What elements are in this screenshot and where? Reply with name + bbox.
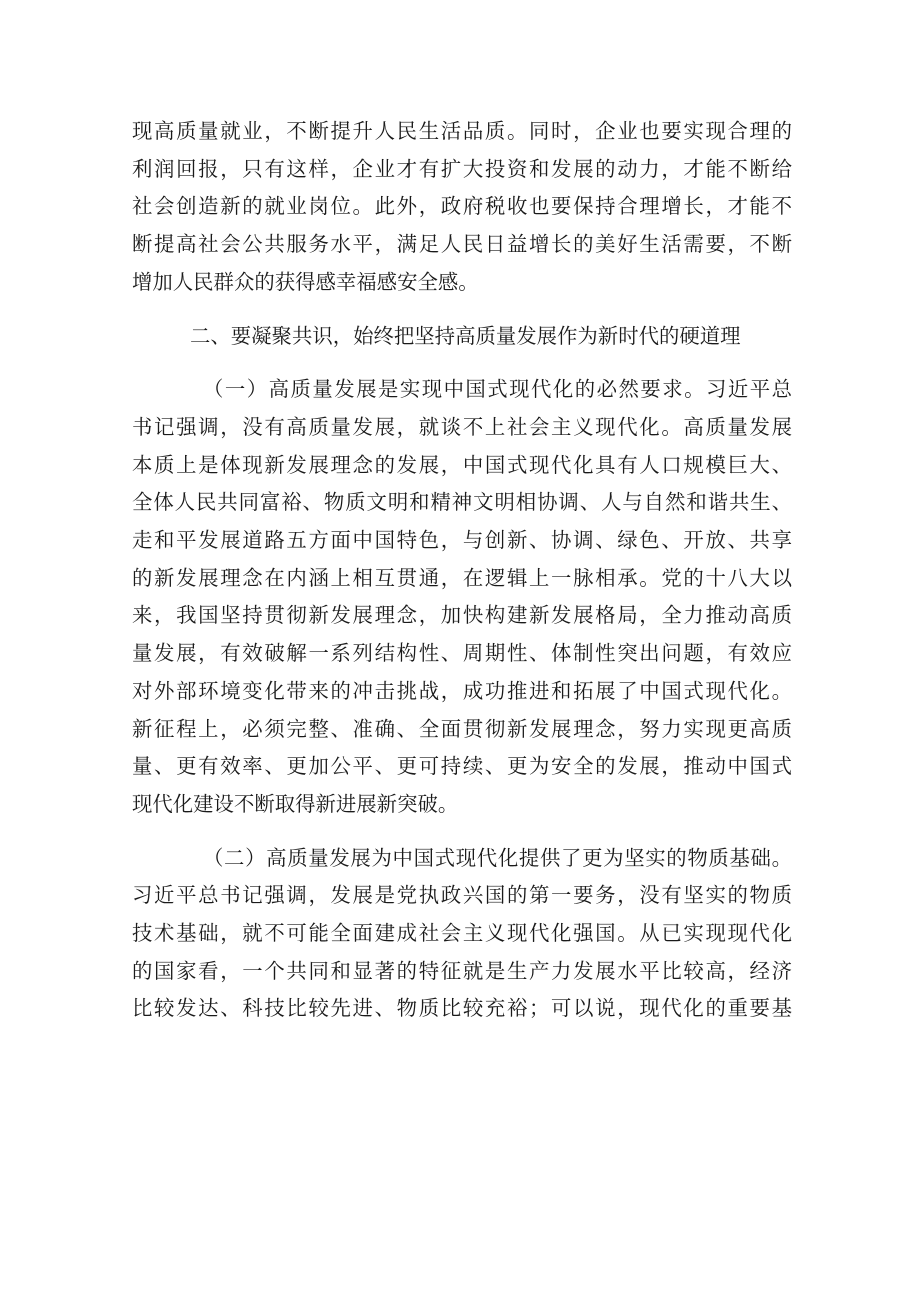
paragraph-2-line: 全体人民共同富裕、物质文明和精神文明相协调、人与自然和谐共生、 [132, 490, 792, 515]
paragraph-1-line: 增加人民群众的获得感幸福感安全感。 [132, 269, 479, 294]
document-body [132, 113, 792, 1028]
paragraph-2-line: 对外部环境变化带来的冲击挑战，成功推进和拓展了中国式现代化。 [132, 678, 792, 703]
paragraph-1 [132, 113, 792, 302]
paragraph-2-line: 的新发展理念在内涵上相互贯通，在逻辑上一脉相承。党的十八大以 [132, 565, 792, 590]
paragraph-2-line: 来，我国坚持贯彻新发展理念，加快构建新发展格局，全力推动高质 [132, 603, 792, 628]
paragraph-3-line: 技术基础，就不可能全面建成社会主义现代化强国。从已实现现代化 [132, 921, 792, 946]
paragraph-2 [132, 371, 792, 823]
section-heading-block [132, 318, 792, 356]
paragraph-1-line: 社会创造新的就业岗位。此外，政府税收也要保持合理增长，才能不 [132, 194, 792, 219]
paragraph-1-line: 现高质量就业，不断提升人民生活品质。同时，企业也要实现合理的 [132, 119, 792, 143]
section-heading: 二、要凝聚共识，始终把坚持高质量发展作为新时代的硬道理 [190, 323, 741, 348]
paragraph-2-line: 量发展，有效破解一系列结构性、周期性、体制性突出问题，有效应 [132, 641, 792, 666]
paragraph-spacer [132, 355, 792, 371]
paragraph-3-line: 习近平总书记强调，发展是党执政兴国的第一要务，没有坚实的物质 [132, 883, 792, 908]
paragraph-2-line: 走和平发展道路五方面中国特色，与创新、协调、绿色、开放、共享 [132, 528, 792, 553]
paragraph-2-line: 现代化建设不断取得新进展新突破。 [132, 791, 459, 816]
paragraph-3 [132, 840, 792, 1029]
paragraph-3-line: 的国家看，一个共同和显著的特征就是生产力发展水平比较高，经济 [132, 958, 792, 983]
paragraph-2-line: 本质上是体现新发展理念的发展，中国式现代化具有人口规模巨大、 [132, 452, 792, 477]
paragraph-2-line: 量、更有效率、更加公平、更可持续、更为安全的发展，推动中国式 [132, 754, 792, 779]
paragraph-2-line: 书记强调，没有高质量发展，就谈不上社会主义现代化。高质量发展 [132, 414, 792, 439]
paragraph-spacer [132, 302, 792, 318]
paragraph-3-line: 比较发达、科技比较先进、物质比较充裕；可以说，现代化的重要基 [132, 996, 792, 1021]
paragraph-3-line: （二）高质量发展为中国式现代化提供了更为坚实的物质基础。 [203, 845, 792, 870]
paragraph-2-line: （一）高质量发展是实现中国式现代化的必然要求。习近平总 [203, 377, 792, 402]
paragraph-1-line: 断提高社会公共服务水平，满足人民日益增长的美好生活需要，不断 [132, 232, 792, 257]
paragraph-2-line: 新征程上，必须完整、准确、全面贯彻新发展理念，努力实现更高质 [132, 716, 792, 741]
paragraph-spacer [132, 824, 792, 840]
paragraph-1-line: 利润回报，只有这样，企业才有扩大投资和发展的动力，才能不断给 [132, 156, 792, 181]
